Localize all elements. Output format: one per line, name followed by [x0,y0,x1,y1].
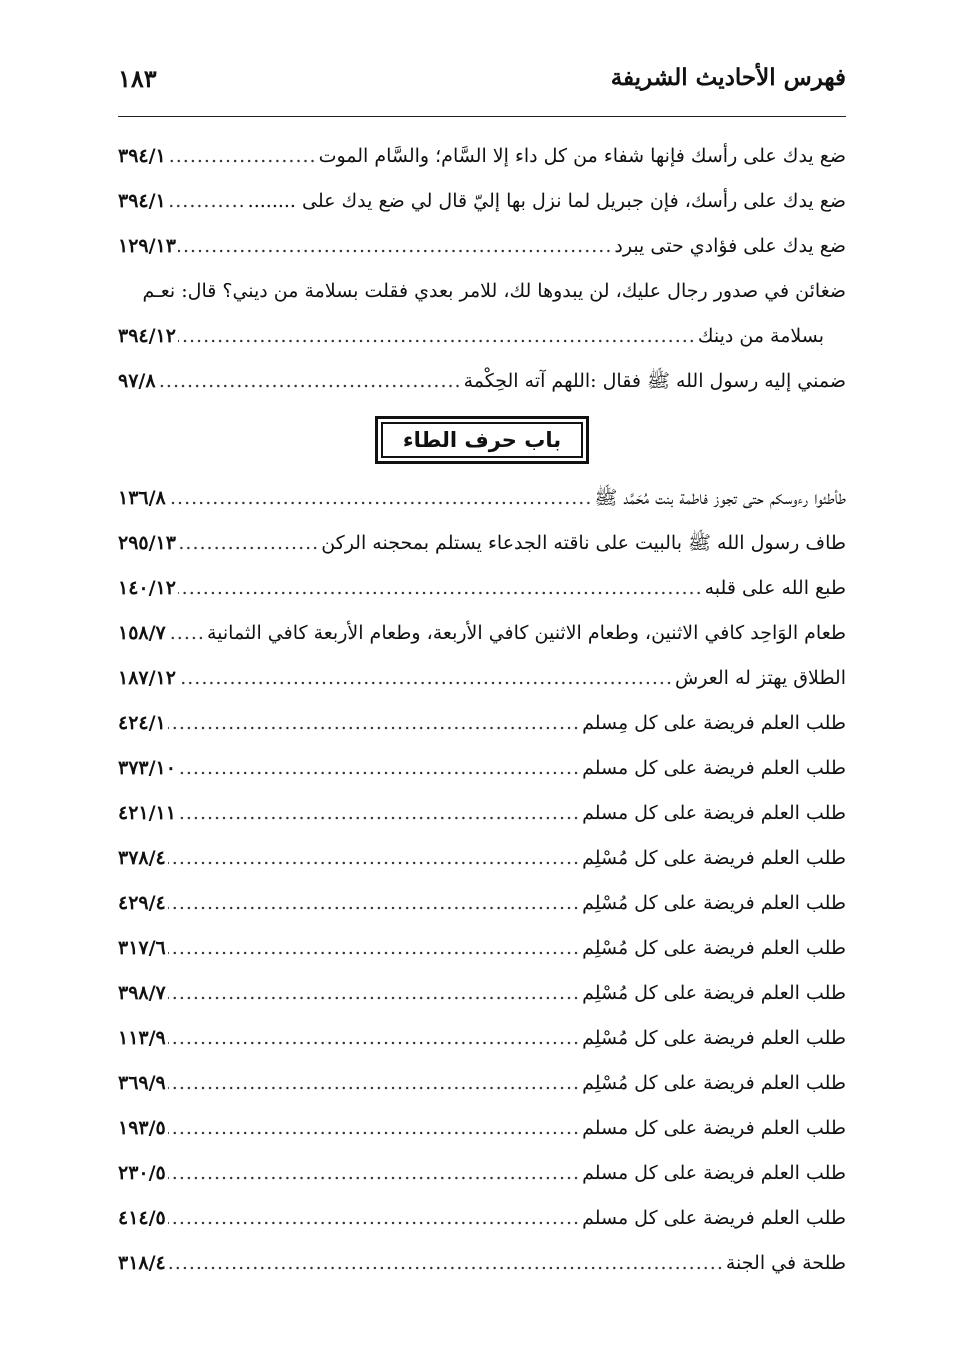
leader-dots [168,926,580,971]
leader-dots [168,836,580,881]
leader-dots [168,1016,580,1061]
entry-text-line1: ضغائن في صدور رجال عليك، لن يبدوها لك، للامر بعدي فقلت بسلامة من ديني؟ قال: نعـم [142,280,846,302]
index-entry [118,791,846,836]
page-title: فهرس الأحاديث الشريفة [610,64,846,91]
index-entry [118,1061,846,1106]
index-entry [118,359,846,404]
entry-text: ضع يدك على رأسك، فإن جبريل لما نزل بها إليّ قال لي ضع يدك على ........ [247,190,846,212]
entry-ref: ٤٢٩/٤ [118,892,166,914]
section-heading [118,404,846,476]
leader-dots [178,566,703,611]
leader-dots [178,791,580,836]
index-entry [118,134,846,179]
entry-text: طأطئوا رءوسكم حتى تجوز فاطمة بنت مُحَمَّد ﷺ [594,487,846,509]
entry-ref: ٣١٧/٦ [118,937,166,959]
entry-text: ضع يدك على فؤادي حتى يبرد [614,235,846,257]
entry-text: طلب العلم فريضة على كل مسلم [582,1117,846,1139]
entry-ref: ١٨٧/١٢ [118,667,176,689]
leader-dots [168,611,205,656]
index-entry [118,1151,846,1196]
entry-ref: ٤٢١/١١ [118,802,176,824]
hadith-index [118,134,846,1286]
leader-dots [168,881,580,926]
index-entry [118,701,846,746]
entry-ref: ٣٦٩/٩ [118,1072,166,1094]
leader-dots [168,701,580,746]
index-entry [118,656,846,701]
entry-text: طلب العلم فريضة على كل مِسلم [582,712,846,734]
index-entry [118,1196,846,1241]
entry-ref: ٣٩٨/٧ [118,982,166,1004]
index-entry [118,224,846,269]
index-entry [118,1106,846,1151]
entry-ref: ١٥٨/٧ [118,622,166,644]
entry-text: طلب العلم فريضة على كل مُسْلِم [582,1072,846,1094]
index-entry [118,611,846,656]
page-number: ١٨٣ [118,64,157,93]
index-entry [118,971,846,1016]
section-heading-frame [375,416,589,464]
entry-text: طلب العلم فريضة على كل مسلم [582,802,846,824]
entry-text: طلحة في الجنة [725,1252,846,1274]
entry-ref: ٢٣٠/٥ [118,1162,166,1184]
index-entry [118,881,846,926]
section-heading-text: باب حرف الطاء [381,422,583,458]
page-header [118,58,846,117]
index-entry-continued [118,314,846,359]
entry-list [118,476,846,1286]
leader-dots [168,1241,724,1286]
entry-text: طلب العلم فريضة على كل مسلم [582,1207,846,1229]
leader-dots [168,1061,580,1106]
entry-text: الطلاق يهتز له العرش [675,667,846,689]
entry-ref: ١١٣/٩ [118,1027,166,1049]
entry-ref: ٣٧٨/٤ [118,847,166,869]
leader-dots [168,971,580,1016]
entry-text: طبع الله على قلبه [704,577,846,599]
entry-text: طلب العلم فريضة على كل مسلم [582,1162,846,1184]
index-entry [118,836,846,881]
entry-text: ضع يدك على رأسك فإنها شفاء من كل داء إلا السَّام؛ والسَّام الموت [318,145,846,167]
entry-ref: ٤١٤/٥ [118,1207,166,1229]
leader-dots [168,1106,580,1151]
index-entry [118,179,846,224]
index-entry [118,566,846,611]
entry-text: طاف رسول الله ﷺ بالبيت على ناقته الجدعاء يستلم بمحجنه الركن [321,532,846,554]
leader-dots [168,1151,580,1196]
entry-text: طعام الوَاحِد كافي الاثنين، وطعام الاثنين كافي الأربعة، وطعام الأربعة كافي الثمانية [206,622,846,644]
entry-ref: ٣١٨/٤ [118,1252,166,1274]
entry-ref: ١٤٠/١٢ [118,577,176,599]
leader-dots [168,1196,580,1241]
leader-dots [178,656,673,701]
entry-ref: ٤٢٤/١ [118,712,166,734]
entry-text: طلب العلم فريضة على كل مُسْلِم [582,982,846,1004]
leader-dots [168,179,246,224]
leader-dots [178,746,580,791]
index-entry [118,1016,846,1061]
entry-ref: ١٩٣/٥ [118,1117,166,1139]
entry-ref: ٣٧٣/١٠ [118,757,176,779]
entry-ref: ٣٩٤/١ [118,190,166,212]
entry-ref: ١٣٦/٨ [118,487,166,509]
entry-ref: ٣٩٤/١ [118,145,166,167]
entry-text: ضمني إليه رسول الله ﷺ فقال :اللهم آته الحِكْمة [463,370,846,392]
entry-ref: ٩٧/٨ [118,370,156,392]
entry-ref: ٢٩٥/١٣ [118,532,176,554]
index-entry [118,521,846,566]
leader-dots [158,359,462,404]
entry-text-line2: بسلامة من دينك [697,325,824,347]
entry-ref: ١٢٩/١٣ [118,235,176,257]
leader-dots [168,476,593,521]
entry-text: طلب العلم فريضة على كل مُسْلِم [582,1027,846,1049]
entry-text: طلب العلم فريضة على كل مُسْلِم [582,847,846,869]
index-entry [118,476,846,521]
leader-dots [178,521,319,566]
leader-dots [178,314,696,359]
index-entry [118,746,846,791]
entry-text: طلب العلم فريضة على كل مُسْلِم [582,937,846,959]
entry-text: طلب العلم فريضة على كل مسلم [582,757,846,779]
index-entry [118,926,846,971]
index-entry [118,1241,846,1286]
entry-ref: ٣٩٤/١٢ [118,325,176,347]
entry-text: طلب العلم فريضة على كل مُسْلِم [582,892,846,914]
leader-dots [168,134,317,179]
leader-dots [178,224,612,269]
